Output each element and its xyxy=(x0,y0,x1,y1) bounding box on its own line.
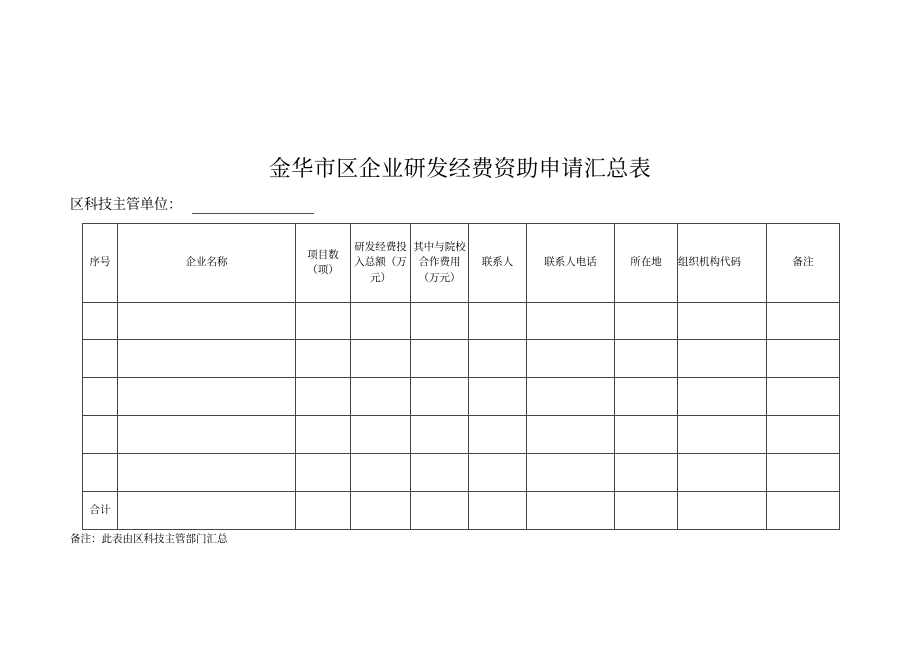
unit-blank-field xyxy=(192,199,314,214)
header-contact: 联系人 xyxy=(469,224,527,303)
table-cell[interactable] xyxy=(296,454,351,492)
table-cell[interactable] xyxy=(296,492,351,530)
table-cell[interactable] xyxy=(118,492,296,530)
table-cell[interactable] xyxy=(615,378,678,416)
table-cell[interactable] xyxy=(411,454,469,492)
table-cell[interactable] xyxy=(118,340,296,378)
table-row xyxy=(83,303,840,340)
table-row xyxy=(83,378,840,416)
table-cell[interactable] xyxy=(296,303,351,340)
table-cell[interactable] xyxy=(118,454,296,492)
table-cell[interactable] xyxy=(527,303,615,340)
table-cell[interactable] xyxy=(351,378,411,416)
table-row xyxy=(83,340,840,378)
table-row xyxy=(83,454,840,492)
table-cell[interactable] xyxy=(83,340,118,378)
table-cell[interactable] xyxy=(118,416,296,454)
table-cell[interactable] xyxy=(83,303,118,340)
table-cell[interactable] xyxy=(615,416,678,454)
table-cell[interactable] xyxy=(678,416,767,454)
table-cell[interactable] xyxy=(527,340,615,378)
table-cell[interactable] xyxy=(678,454,767,492)
table-cell[interactable] xyxy=(296,416,351,454)
summary-table xyxy=(82,223,840,530)
table-cell[interactable] xyxy=(767,416,840,454)
table-cell[interactable] xyxy=(527,492,615,530)
table-cell[interactable] xyxy=(296,340,351,378)
unit-label: 区科技主管单位： xyxy=(70,197,182,213)
table-cell[interactable] xyxy=(118,303,296,340)
table-cell[interactable] xyxy=(767,303,840,340)
table-cell[interactable] xyxy=(469,340,527,378)
header-org-code: 组织机构代码 xyxy=(678,224,767,303)
table-cell[interactable] xyxy=(615,492,678,530)
table-cell[interactable] xyxy=(411,340,469,378)
table-cell[interactable] xyxy=(527,416,615,454)
table-cell[interactable] xyxy=(767,454,840,492)
table-cell[interactable] xyxy=(678,303,767,340)
table-cell[interactable] xyxy=(118,378,296,416)
table-cell[interactable] xyxy=(615,454,678,492)
table-cell[interactable] xyxy=(469,416,527,454)
table-cell[interactable] xyxy=(411,378,469,416)
header-rd-investment: 研发经费投入总额（万元） xyxy=(351,224,411,303)
table-cell[interactable] xyxy=(469,303,527,340)
table-cell[interactable] xyxy=(351,303,411,340)
table-cell[interactable] xyxy=(678,378,767,416)
header-college-cooperation: 其中与院校合作费用（万元） xyxy=(411,224,469,303)
table-cell[interactable] xyxy=(469,492,527,530)
table-cell[interactable] xyxy=(527,454,615,492)
table-cell[interactable] xyxy=(296,378,351,416)
header-location: 所在地 xyxy=(615,224,678,303)
table-cell[interactable] xyxy=(411,303,469,340)
table-cell[interactable] xyxy=(351,416,411,454)
table-cell[interactable] xyxy=(351,492,411,530)
total-label: 合计 xyxy=(83,492,118,530)
header-serial: 序号 xyxy=(83,224,118,303)
table-cell[interactable] xyxy=(351,454,411,492)
table-cell[interactable] xyxy=(83,378,118,416)
footnote: 备注：此表由区科技主管部门汇总 xyxy=(70,533,228,545)
table-cell[interactable] xyxy=(469,454,527,492)
header-remarks: 备注 xyxy=(767,224,840,303)
table-cell[interactable] xyxy=(411,416,469,454)
header-row xyxy=(83,224,840,303)
unit-line xyxy=(70,194,314,214)
page-title: 金华市区企业研发经费资助申请汇总表 xyxy=(268,157,652,182)
table-cell[interactable] xyxy=(83,454,118,492)
table-cell[interactable] xyxy=(527,378,615,416)
header-contact-phone: 联系人电话 xyxy=(527,224,615,303)
table-cell[interactable] xyxy=(351,340,411,378)
table-cell[interactable] xyxy=(469,378,527,416)
table-cell[interactable] xyxy=(767,340,840,378)
table-row xyxy=(83,416,840,454)
table-cell[interactable] xyxy=(767,378,840,416)
header-company-name: 企业名称 xyxy=(118,224,296,303)
header-project-count: 项目数（项） xyxy=(296,224,351,303)
table-cell[interactable] xyxy=(767,492,840,530)
table-cell[interactable] xyxy=(83,416,118,454)
table-cell[interactable] xyxy=(615,303,678,340)
table-cell[interactable] xyxy=(678,340,767,378)
table-cell[interactable] xyxy=(678,492,767,530)
total-row xyxy=(83,492,840,530)
table-cell[interactable] xyxy=(615,340,678,378)
table-cell[interactable] xyxy=(411,492,469,530)
